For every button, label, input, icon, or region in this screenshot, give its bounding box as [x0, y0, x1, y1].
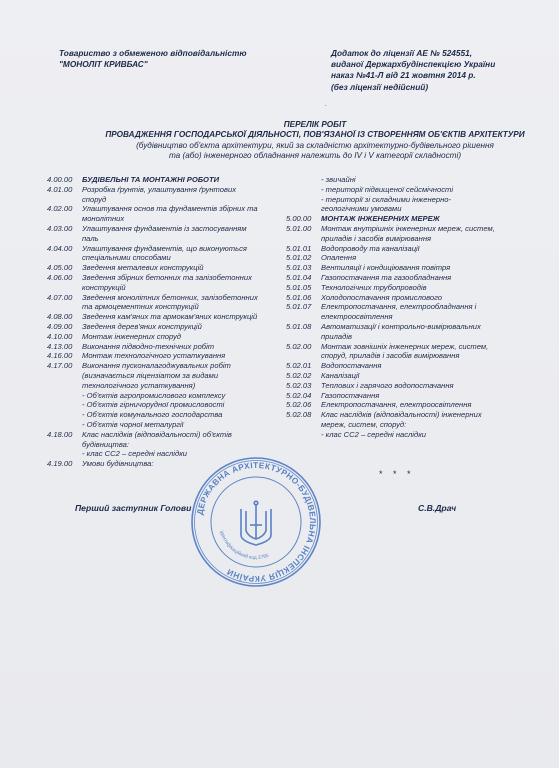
works-list-item	[47, 204, 287, 224]
works-list-item	[286, 224, 516, 244]
works-list-item	[47, 332, 287, 342]
work-description: МОНТАЖ ІНЖЕНЕРНИХ МЕРЕЖ	[321, 214, 440, 224]
work-description: Зведення монолітних бетонних, залізобетонних та армоцементних конструкцій	[82, 292, 258, 312]
works-list-item	[47, 351, 287, 361]
seal-ring-text: ДЕРЖАВНА АРХІТЕКТУРНО-БУДІВЕЛЬНА ІНСПЕКЦІЯ УКРАЇНИ	[194, 459, 319, 585]
work-description: Монтаж технологічного устаткування	[82, 351, 226, 361]
work-code: 5.02.08	[286, 410, 312, 420]
trident-emblem-icon	[241, 501, 271, 545]
work-description: Вентиляції і кондиціювання повітря	[321, 263, 451, 273]
work-description: Монтаж зовнішніх інженерних мереж, систем, споруд, приладів і засобів вимірювання	[321, 341, 489, 361]
works-list-item	[286, 195, 516, 215]
work-code: 4.16.00	[47, 351, 73, 361]
works-list-item	[286, 361, 516, 371]
works-list-item	[286, 302, 516, 322]
work-description: Клас наслідків (відповідальності) об'єктів будівництва: - клас СС2 – середні наслідки	[82, 429, 232, 459]
works-list-item	[286, 244, 516, 254]
work-description: Клас наслідків (відповідальності) інженерних мереж, систем, споруд: - клас СС2 – середні наслідки	[321, 410, 482, 439]
work-code: 5.00.00	[286, 214, 312, 224]
work-description: Зведення кам'яних та армокам'яних конструкцій	[82, 312, 258, 322]
works-list-item	[286, 214, 516, 224]
work-code	[286, 175, 321, 185]
works-list-item	[47, 244, 287, 264]
work-description: Улаштування фундаментів із застосуванням паль	[82, 223, 247, 243]
work-description: Виконання пусконалагоджувальних робіт (визначається ліцензіатом за видами технологічного устаткування) - Об'єктів агропромислового комплексу - Об'єктів гірничорудної промисловості - Об'єктів комунального господарства - Об'єктів чорної металургії	[82, 361, 231, 429]
works-list-item	[47, 263, 287, 273]
work-code: 5.01.00	[286, 223, 312, 233]
works-list-item	[286, 391, 516, 401]
works-list-right	[286, 175, 516, 440]
document-subtitle-note-2: та (або) інженерного обладнання належить до IV і V категорії складності)	[168, 151, 462, 160]
works-list-item	[47, 273, 287, 293]
works-list-item	[286, 185, 516, 195]
signatory-name: С.В.Драч	[418, 503, 457, 513]
work-description: Зведення дерев'яних конструкцій	[82, 321, 202, 331]
work-code: 4.09.00	[47, 321, 73, 331]
work-code	[286, 185, 321, 195]
works-list-item	[47, 361, 287, 430]
work-code: 4.19.00	[47, 459, 73, 469]
work-description: Розробка ґрунтів, улаштування ґрунтових споруд	[82, 184, 236, 204]
works-list-item	[286, 410, 516, 439]
license-reference	[331, 48, 495, 93]
work-description: - території зі складними інженерно- геологічними умовами	[321, 194, 452, 214]
works-list-item	[286, 283, 516, 293]
work-description: Газопостачання та газообладнання	[321, 272, 452, 282]
work-code	[286, 195, 321, 215]
work-code: 4.00.00	[47, 175, 73, 184]
work-description: Автоматизації і контрольно-вимірювальних приладів	[321, 321, 481, 341]
work-description: Холодопостачання промислового	[321, 292, 442, 302]
works-list-item	[47, 224, 287, 244]
company-line-2: "МОНОЛІТ КРИВБАС"	[59, 59, 148, 70]
work-description: Умови будівництва:	[82, 459, 154, 469]
work-code: 4.05.00	[47, 263, 73, 273]
works-list-item	[286, 273, 516, 283]
work-code: 5.01.04	[286, 272, 312, 282]
work-description: Водопроводу та каналізації	[321, 243, 420, 253]
works-list-item	[286, 371, 516, 381]
work-description: Газопостачання	[321, 390, 380, 400]
license-line-3: наказ №41-Л від 21 жовтня 2014 р.	[331, 70, 476, 81]
works-list-item	[286, 175, 516, 185]
works-list-left	[47, 175, 287, 469]
work-description: - звичайні	[321, 175, 356, 184]
work-code: 5.01.08	[286, 321, 312, 331]
signatory-position: Перший заступник Голови	[75, 503, 192, 513]
work-code: 4.04.00	[47, 243, 73, 253]
work-description: Улаштування основ та фундаментів збірних та монолітних	[82, 204, 258, 224]
work-code: 4.17.00	[47, 361, 73, 371]
works-list-item	[47, 185, 287, 205]
work-code: 4.07.00	[47, 292, 73, 302]
work-code: 5.02.02	[286, 370, 312, 380]
work-code: 4.10.00	[47, 331, 73, 341]
work-code: 5.01.06	[286, 292, 312, 302]
work-code: 5.01.01	[286, 243, 312, 253]
work-code: 4.03.00	[47, 223, 73, 233]
work-description: Улаштування фундаментів, що виконуються спеціальними способами	[82, 243, 247, 263]
work-description: - території підвищеної сейсмічності	[321, 184, 454, 194]
work-code: 5.01.02	[286, 253, 312, 263]
works-list-item	[47, 312, 287, 322]
work-code: 5.02.04	[286, 390, 312, 400]
works-list-item	[47, 293, 287, 313]
official-seal	[189, 455, 323, 589]
works-list-item	[286, 263, 516, 273]
work-description: Електропостачання, електрообладнання і електроосвітлення	[321, 302, 477, 322]
work-description: Водопостачання	[321, 361, 382, 371]
work-code: 4.18.00	[47, 429, 73, 439]
document-title: ПЕРЕЛІК РОБІТ	[283, 120, 347, 129]
work-description: Технологічних трубопроводів	[321, 282, 427, 292]
work-description: Монтаж внутрішніх інженерних мереж, систем, приладів і засобів вимірювання	[321, 223, 495, 243]
work-description: Зведення металевих конструкцій	[82, 263, 204, 273]
work-description: Електропостачання, електроосвітлення	[321, 400, 472, 410]
work-code: 4.01.00	[47, 184, 73, 194]
company-line-1: Товариство з обмеженою відповідальністю	[59, 48, 247, 58]
seal-code-text: ідентифікаційний код 3795	[218, 530, 270, 562]
work-code: 5.02.03	[286, 380, 312, 390]
works-list-item	[286, 253, 516, 263]
works-list-item	[286, 381, 516, 391]
work-description: Монтаж інженерних споруд	[82, 331, 181, 341]
work-description: Каналізації	[321, 370, 360, 380]
work-code: 5.02.00	[286, 341, 312, 351]
company-header	[59, 48, 247, 70]
works-list-item	[47, 175, 287, 185]
document-subtitle-note-1: (будівництво об'єкта архітектури, який за складністю архітектурно-будівельного рішення	[136, 141, 494, 150]
work-description: Виконання підводно-технічних робіт	[82, 341, 215, 351]
works-list-item	[286, 342, 516, 362]
works-list-item	[47, 322, 287, 332]
license-line-2: виданої Держархбудінспекцією України	[331, 59, 496, 70]
work-description: Теплових і гарячого водопостачання	[321, 380, 454, 390]
document-subtitle: ПРОВАДЖЕННЯ ГОСПОДАРСЬКОЇ ДІЯЛЬНОСТІ, ПОВ'ЯЗАНОЇ ІЗ СТВОРЕННЯМ ОБ'ЄКТІВ АРХІТЕКТУРИ	[105, 130, 525, 139]
works-list-item	[286, 293, 516, 303]
license-line-4: (без ліцензії недійсний)	[331, 81, 429, 92]
work-code: 4.02.00	[47, 204, 73, 214]
work-code: 4.13.00	[47, 341, 73, 351]
work-code: 5.01.07	[286, 302, 312, 312]
works-list-item	[286, 322, 516, 342]
work-code: 4.06.00	[47, 272, 73, 282]
work-description: Опалення	[321, 253, 357, 263]
work-description: Зведення збірних бетонних та залізобетонних конструкцій	[82, 272, 252, 292]
stray-dot: .	[325, 102, 327, 108]
work-code: 5.02.01	[286, 361, 312, 371]
license-line-1: Додаток до ліцензії АЕ № 524551,	[331, 48, 473, 58]
work-code: 5.01.05	[286, 282, 312, 292]
separator-stars: * * *	[379, 469, 415, 479]
work-code: 5.01.03	[286, 263, 312, 273]
work-description: БУДІВЕЛЬНІ ТА МОНТАЖНІ РОБОТИ	[82, 175, 220, 184]
work-code: 4.08.00	[47, 312, 73, 322]
works-list-item	[286, 400, 516, 410]
works-list-item	[47, 342, 287, 352]
work-code: 5.02.06	[286, 400, 312, 410]
